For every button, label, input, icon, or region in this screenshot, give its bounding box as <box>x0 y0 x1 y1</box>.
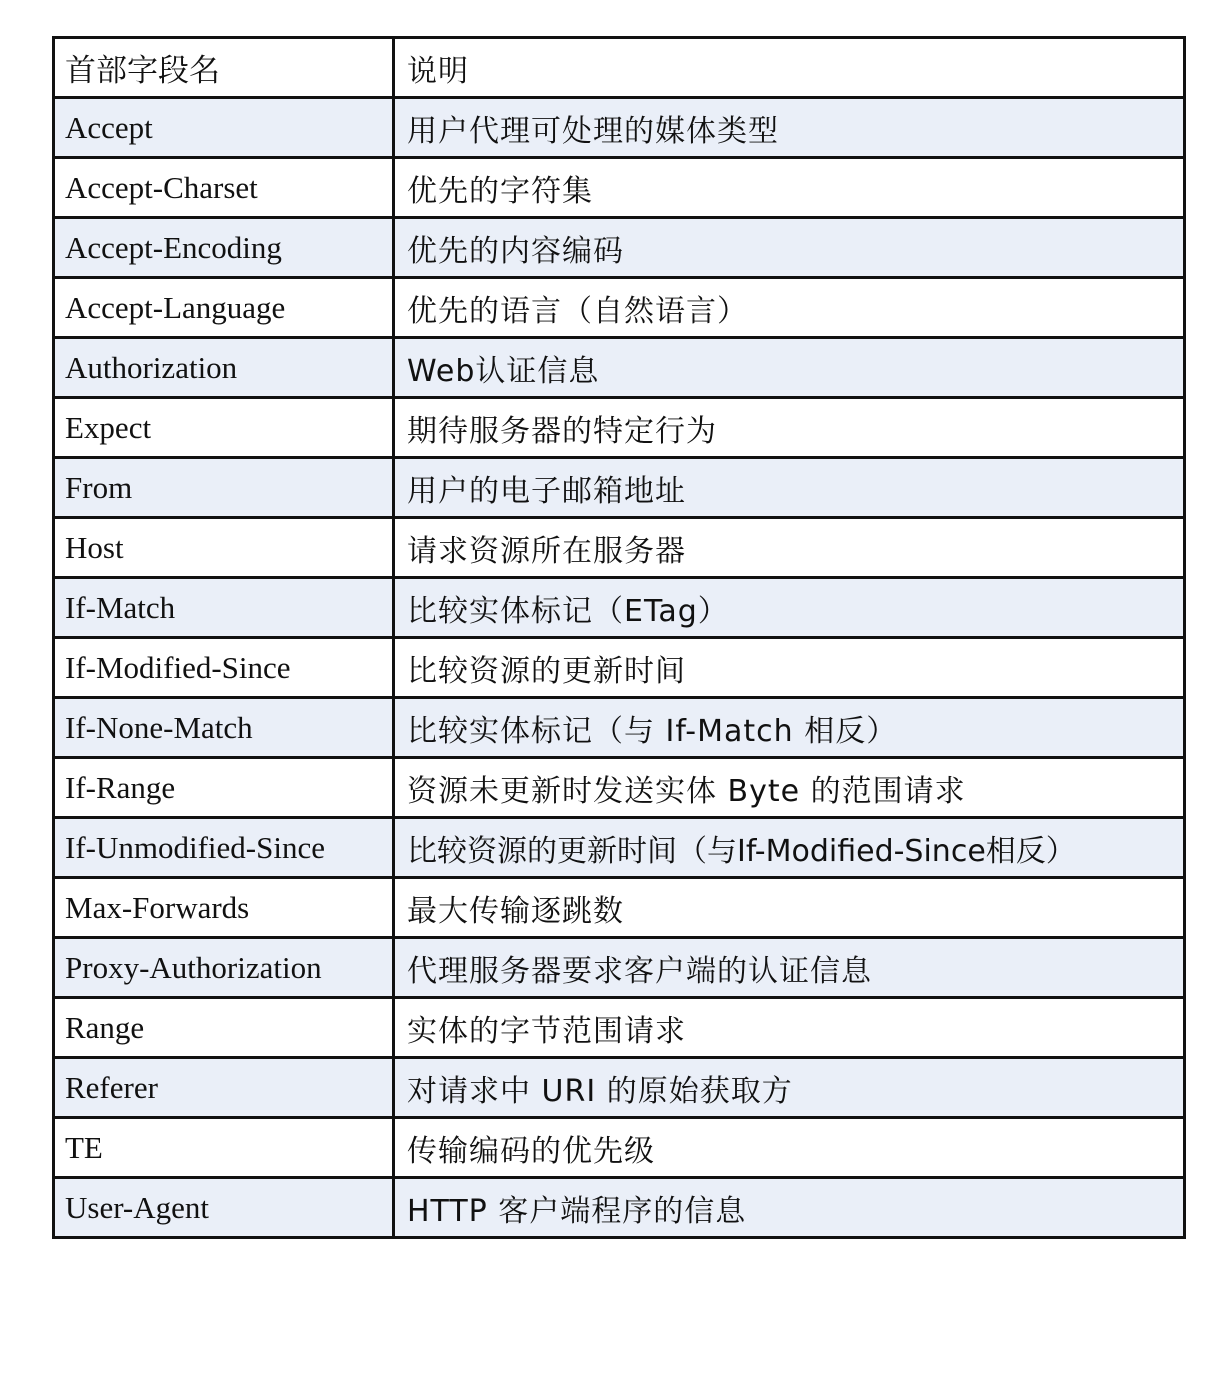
table-row <box>54 458 1185 518</box>
description-cell: 优先的内容编码 <box>394 218 1185 278</box>
description-cell: 最大传输逐跳数 <box>394 878 1185 938</box>
field-name-cell: Max-Forwards <box>54 878 394 938</box>
field-name-cell: If-Range <box>54 758 394 818</box>
table-row <box>54 158 1185 218</box>
table-row <box>54 398 1185 458</box>
field-name-cell: Expect <box>54 398 394 458</box>
field-name-cell: Authorization <box>54 338 394 398</box>
field-name-cell: Accept-Language <box>54 278 394 338</box>
field-name-cell: Accept-Encoding <box>54 218 394 278</box>
description-cell: 比较资源的更新时间 <box>394 638 1185 698</box>
field-name-cell: User-Agent <box>54 1178 394 1238</box>
field-name-cell: Referer <box>54 1058 394 1118</box>
table-row <box>54 578 1185 638</box>
table-row <box>54 1058 1185 1118</box>
description-cell: 比较实体标记（ETag） <box>394 578 1185 638</box>
description-cell: 比较资源的更新时间（与If-Modified-Since相反） <box>394 818 1185 878</box>
field-name-cell: Proxy-Authorization <box>54 938 394 998</box>
field-name-cell: If-Modified-Since <box>54 638 394 698</box>
description-cell: 代理服务器要求客户端的认证信息 <box>394 938 1185 998</box>
description-cell: 用户代理可处理的媒体类型 <box>394 98 1185 158</box>
description-cell: 用户的电子邮箱地址 <box>394 458 1185 518</box>
table-row <box>54 818 1185 878</box>
description-cell: 实体的字节范围请求 <box>394 998 1185 1058</box>
description-cell: 期待服务器的特定行为 <box>394 398 1185 458</box>
table-row <box>54 518 1185 578</box>
description-cell: 传输编码的优先级 <box>394 1118 1185 1178</box>
header-description: 说明 <box>394 38 1185 98</box>
description-cell: Web认证信息 <box>394 338 1185 398</box>
description-cell: 比较实体标记（与 If-Match 相反） <box>394 698 1185 758</box>
field-name-cell: TE <box>54 1118 394 1178</box>
table-row <box>54 758 1185 818</box>
field-name-cell: Accept-Charset <box>54 158 394 218</box>
table-row <box>54 338 1185 398</box>
http-request-header-table <box>52 36 1186 1239</box>
table-row <box>54 938 1185 998</box>
description-cell: 对请求中 URI 的原始获取方 <box>394 1058 1185 1118</box>
header-field-name: 首部字段名 <box>54 38 394 98</box>
description-cell: 资源未更新时发送实体 Byte 的范围请求 <box>394 758 1185 818</box>
table-row <box>54 98 1185 158</box>
field-name-cell: If-Unmodified-Since <box>54 818 394 878</box>
field-name-cell: Range <box>54 998 394 1058</box>
table-row <box>54 218 1185 278</box>
table-row <box>54 878 1185 938</box>
field-name-cell: If-None-Match <box>54 698 394 758</box>
table-row <box>54 698 1185 758</box>
description-cell: 优先的字符集 <box>394 158 1185 218</box>
field-name-cell: Accept <box>54 98 394 158</box>
description-cell: 优先的语言（自然语言） <box>394 278 1185 338</box>
table-header-row <box>54 38 1185 98</box>
field-name-cell: From <box>54 458 394 518</box>
field-name-cell: If-Match <box>54 578 394 638</box>
field-name-cell: Host <box>54 518 394 578</box>
table-row <box>54 998 1185 1058</box>
table-row <box>54 1118 1185 1178</box>
table-row <box>54 278 1185 338</box>
description-cell: 请求资源所在服务器 <box>394 518 1185 578</box>
table-row <box>54 638 1185 698</box>
description-cell: HTTP 客户端程序的信息 <box>394 1178 1185 1238</box>
table-row <box>54 1178 1185 1238</box>
